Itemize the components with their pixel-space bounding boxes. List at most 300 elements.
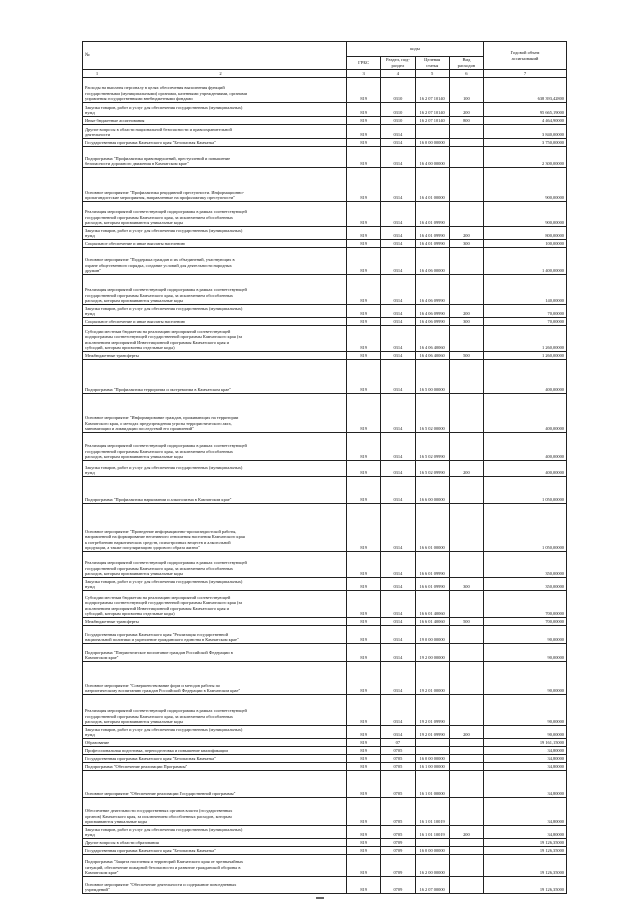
row-target-article: 16 4 01 09990 (415, 202, 449, 227)
row-annual-amount: 140,00000 (484, 275, 567, 305)
row-annual-amount: 90,00000 (484, 662, 567, 695)
row-expense-type: 200 (449, 826, 483, 839)
row-grbs: 819 (347, 877, 381, 894)
row-description: Подпрограмма "Обеспечение реализации Программы" (83, 763, 347, 771)
header-expense-type: Вид расходов (449, 57, 483, 70)
row-annual-amount: 19 126,35000 (484, 855, 567, 877)
row-annual-amount: 34,80000 (484, 798, 567, 826)
row-annual-amount: 1 400,00000 (484, 248, 567, 275)
index-3: 3 (347, 70, 381, 78)
row-razdel: 0310 (381, 103, 415, 117)
index-4: 4 (381, 70, 415, 78)
row-grbs: 819 (347, 847, 381, 855)
budget-allocation-table (82, 41, 567, 894)
row-razdel: 0314 (381, 433, 415, 461)
row-razdel: 0310 (381, 117, 415, 125)
row-expense-type: 200 (449, 227, 483, 240)
row-description: Иные бюджетные ассигнования (83, 117, 347, 125)
table-row (83, 360, 567, 394)
row-expense-type (449, 747, 483, 755)
row-annual-amount: 1 260,00000 (484, 326, 567, 352)
row-target-article: 16 2 00 00000 (415, 855, 449, 877)
row-annual-amount: 90,00000 (484, 644, 567, 662)
row-grbs: 819 (347, 117, 381, 125)
row-razdel: 0705 (381, 763, 415, 771)
row-razdel: 0314 (381, 504, 415, 552)
row-razdel: 0314 (381, 644, 415, 662)
row-razdel: 0314 (381, 168, 415, 202)
row-annual-amount: 400,00000 (484, 360, 567, 394)
table-row (83, 318, 567, 326)
row-razdel: 0314 (381, 461, 415, 477)
row-description: Реализация мероприятий соответствующей подпрограммы в рамках соответствующей государственной программы Камчатского края, за исключением обособленных расходов, которым присваиваются уникальные коды (83, 433, 347, 461)
row-razdel: 0314 (381, 394, 415, 433)
row-expense-type (449, 477, 483, 504)
table-row (83, 591, 567, 618)
row-annual-amount: 350,00000 (484, 578, 567, 591)
row-target-article: 16 1 01 10019 (415, 798, 449, 826)
table-row (83, 103, 567, 117)
row-description: Межбюджетные трансферты (83, 618, 347, 626)
row-grbs: 819 (347, 726, 381, 739)
row-annual-amount: 3 750,00000 (484, 139, 567, 147)
row-description: Государственная программа Камчатского края "Безопасная Камчатка" (83, 847, 347, 855)
row-target-article: 16 1 01 00000 (415, 771, 449, 798)
row-grbs: 819 (347, 739, 381, 747)
row-annual-amount: 1 050,00000 (484, 477, 567, 504)
row-expense-type (449, 168, 483, 202)
row-grbs: 819 (347, 240, 381, 248)
row-target-article (415, 747, 449, 755)
row-target-article: 16 4 01 00000 (415, 168, 449, 202)
table-row (83, 139, 567, 147)
row-expense-type: 200 (449, 103, 483, 117)
row-target-article: 16 4 06 09990 (415, 275, 449, 305)
row-target-article: 16 4 00 00000 (415, 147, 449, 168)
row-description: Подпрограмма "Профилактика терроризма и экстремизма в Камчатском крае" (83, 360, 347, 394)
row-expense-type (449, 644, 483, 662)
row-annual-amount: 70,00000 (484, 318, 567, 326)
row-target-article: 16 4 06 09990 (415, 318, 449, 326)
row-target-article: 19 2 01 00000 (415, 662, 449, 695)
row-razdel: 07 (381, 739, 415, 747)
row-target-article: 19 2 01 09990 (415, 726, 449, 739)
row-description: Субсидии местным бюджетам на реализацию мероприятий соответствующей подпрограммы соответствующей государственной программы Камчатского края (за исключением мероприятий Инвестиционной программы Камчатского края и субсидий, которым присвоены отдельные коды) (83, 591, 347, 618)
row-expense-type (449, 504, 483, 552)
row-target-article (415, 125, 449, 139)
row-razdel: 0314 (381, 591, 415, 618)
row-grbs: 819 (347, 504, 381, 552)
row-expense-type (449, 626, 483, 644)
row-grbs: 819 (347, 168, 381, 202)
row-razdel: 0314 (381, 147, 415, 168)
table-row (83, 826, 567, 839)
row-description: Закупка товаров, работ и услуг для обеспечения государственных (муниципальных) нужд (83, 578, 347, 591)
row-target-article: 16 0 00 00000 (415, 755, 449, 763)
row-expense-type (449, 763, 483, 771)
row-description: Социальное обеспечение и иные выплаты населению (83, 318, 347, 326)
row-razdel: 0314 (381, 305, 415, 318)
row-grbs: 819 (347, 477, 381, 504)
row-razdel: 0314 (381, 275, 415, 305)
page-footer-mark (316, 897, 324, 899)
header-row-top (83, 42, 567, 57)
row-expense-type: 300 (449, 318, 483, 326)
row-annual-amount: 19 126,35000 (484, 839, 567, 847)
table-row (83, 747, 567, 755)
row-annual-amount: 400,00000 (484, 394, 567, 433)
row-annual-amount: 90,00000 (484, 626, 567, 644)
row-expense-type (449, 798, 483, 826)
row-target-article: 16 2 07 10140 (415, 103, 449, 117)
row-description: Образование (83, 739, 347, 747)
row-annual-amount: 350,00000 (484, 552, 567, 578)
row-grbs: 819 (347, 591, 381, 618)
row-expense-type (449, 147, 483, 168)
row-grbs: 819 (347, 305, 381, 318)
row-description: Государственная программа Камчатского края "Реализация государственной национальной политики и укрепление гражданского единства в Камчатском крае" (83, 626, 347, 644)
row-annual-amount: 34,80000 (484, 763, 567, 771)
table-row (83, 662, 567, 695)
table-row (83, 771, 567, 798)
row-target-article: 16 0 00 00000 (415, 139, 449, 147)
row-description: Государственная программа Камчатского края "Безопасная Камчатка" (83, 755, 347, 763)
row-grbs: 819 (347, 202, 381, 227)
row-annual-amount: 19 126,35000 (484, 877, 567, 894)
row-razdel: 0709 (381, 847, 415, 855)
row-annual-amount: 400,00000 (484, 461, 567, 477)
row-expense-type: 500 (449, 352, 483, 360)
row-grbs: 819 (347, 552, 381, 578)
row-target-article: 16 5 02 09990 (415, 461, 449, 477)
row-annual-amount: 90,00000 (484, 695, 567, 726)
row-target-article: 16 5 00 00000 (415, 360, 449, 394)
header-codes: коды (347, 42, 484, 57)
row-razdel: 0314 (381, 726, 415, 739)
row-target-article: 19 2 01 09990 (415, 695, 449, 726)
row-annual-amount: 1 260,00000 (484, 352, 567, 360)
row-grbs: 819 (347, 103, 381, 117)
row-grbs: 819 (347, 248, 381, 275)
row-expense-type (449, 839, 483, 847)
budget-table-sheet (82, 41, 567, 894)
row-target-article: 16 5 02 09990 (415, 433, 449, 461)
table-row (83, 433, 567, 461)
row-target-article: 16 4 06 40060 (415, 326, 449, 352)
row-description: Профессиональная подготовка, переподготовка и повышение квалификации (83, 747, 347, 755)
row-annual-amount: 3 840,00000 (484, 125, 567, 139)
row-expense-type (449, 855, 483, 877)
row-description: Другие вопросы в области национальной безопасности и правоохранительной деятельности (83, 125, 347, 139)
row-grbs: 819 (347, 763, 381, 771)
row-target-article: 16 4 01 09990 (415, 227, 449, 240)
row-grbs: 819 (347, 618, 381, 626)
row-razdel: 0314 (381, 326, 415, 352)
table-row (83, 504, 567, 552)
row-description: Расходы на выплаты персоналу в целях обеспечения выполнения функций государственными (муниципальными) органами, казенными учреждениями, органами управления государственными внебюджетными фондами (83, 78, 347, 103)
table-row (83, 644, 567, 662)
table-row (83, 305, 567, 318)
row-description: Закупка товаров, работ и услуг для обеспечения государственных (муниципальных) нужд (83, 826, 347, 839)
row-razdel: 0314 (381, 477, 415, 504)
header-number: № (83, 42, 347, 70)
row-expense-type (449, 360, 483, 394)
row-expense-type (449, 275, 483, 305)
row-grbs: 819 (347, 125, 381, 139)
table-row (83, 477, 567, 504)
row-target-article: 16 6 01 00000 (415, 504, 449, 552)
row-description: Закупка товаров, работ и услуг для обеспечения государственных (муниципальных) нужд (83, 103, 347, 117)
row-grbs: 819 (347, 147, 381, 168)
row-description: Основное мероприятие "Проведение информационно-пропагандистской работы, направленной на формирование негативного отношения населения Камчатского края к потреблению наркотических средств, психотропных веществ и алкогольной продукции, а также популяризацию здорового образа жизни" (83, 504, 347, 552)
row-expense-type (449, 326, 483, 352)
row-expense-type (449, 202, 483, 227)
row-razdel: 0705 (381, 798, 415, 826)
row-grbs: 819 (347, 798, 381, 826)
row-expense-type (449, 739, 483, 747)
row-expense-type (449, 139, 483, 147)
row-description: Социальное обеспечение и иные выплаты населению (83, 240, 347, 248)
header-row-index (83, 70, 567, 78)
row-grbs: 819 (347, 227, 381, 240)
row-annual-amount: 95 665,19000 (484, 103, 567, 117)
row-grbs: 819 (347, 695, 381, 726)
row-expense-type: 100 (449, 78, 483, 103)
row-target-article: 16 4 06 09990 (415, 305, 449, 318)
index-7: 7 (484, 70, 567, 78)
table-row (83, 855, 567, 877)
row-grbs: 819 (347, 771, 381, 798)
table-row (83, 394, 567, 433)
row-expense-type (449, 877, 483, 894)
index-cell (83, 70, 347, 78)
row-description: Реализация мероприятий соответствующей подпрограммы в рамках соответствующей государственной программы Камчатского края, за исключением обособленных расходов, которым присваиваются уникальные коды (83, 552, 347, 578)
row-razdel: 0314 (381, 248, 415, 275)
table-row (83, 763, 567, 771)
row-razdel: 0314 (381, 618, 415, 626)
table-row (83, 877, 567, 894)
row-target-article: 16 1 00 00000 (415, 763, 449, 771)
table-row (83, 847, 567, 855)
row-razdel: 0314 (381, 662, 415, 695)
row-target-article: 16 6 01 09990 (415, 552, 449, 578)
row-razdel: 0314 (381, 139, 415, 147)
row-razdel: 0709 (381, 877, 415, 894)
table-row (83, 755, 567, 763)
row-razdel: 0314 (381, 318, 415, 326)
row-grbs: 819 (347, 855, 381, 877)
row-expense-type (449, 755, 483, 763)
row-description: Реализация мероприятий соответствующей подпрограммы в рамках соответствующей государственной программы Камчатского края, за исключением обособленных расходов, которым присваиваются уникальные коды (83, 202, 347, 227)
table-row (83, 839, 567, 847)
index-2: 2 (219, 70, 222, 76)
row-expense-type: 200 (449, 461, 483, 477)
row-target-article: 16 5 02 00000 (415, 394, 449, 433)
row-expense-type (449, 125, 483, 139)
row-grbs: 819 (347, 360, 381, 394)
table-row (83, 352, 567, 360)
row-description: Основное мероприятие "Поддержка граждан и их объединений, участвующих в охране общественного порядка, создание условий для деятельности народных дружин" (83, 248, 347, 275)
header-annual-volume: Годовой объем ассигнований (484, 42, 567, 70)
row-grbs: 819 (347, 352, 381, 360)
row-grbs: 819 (347, 275, 381, 305)
row-razdel: 0314 (381, 360, 415, 394)
table-row (83, 326, 567, 352)
table-row (83, 695, 567, 726)
row-description: Реализация мероприятий соответствующей подпрограммы в рамках соответствующей государственной программы Камчатского края, за исключением обособленных расходов, которым присваиваются уникальные коды (83, 275, 347, 305)
row-expense-type: 500 (449, 618, 483, 626)
row-target-article: 16 2 07 10140 (415, 78, 449, 103)
table-row (83, 626, 567, 644)
row-description: Государственная программа Камчатского края "Безопасная Камчатка" (83, 139, 347, 147)
row-annual-amount: 34,80000 (484, 755, 567, 763)
row-description: Другие вопросы в области образования (83, 839, 347, 847)
table-row (83, 78, 567, 103)
row-expense-type (449, 695, 483, 726)
table-row (83, 240, 567, 248)
row-description: Реализация мероприятий соответствующей подпрограммы в рамках соответствующей государственной программы Камчатского края, за исключением обособленных расходов, которым присваиваются уникальные коды (83, 695, 347, 726)
table-row (83, 117, 567, 125)
table-row (83, 275, 567, 305)
row-grbs: 819 (347, 394, 381, 433)
row-razdel: 0314 (381, 578, 415, 591)
index-5: 5 (415, 70, 449, 78)
index-1: 1 (95, 70, 99, 76)
row-annual-amount: 34,80000 (484, 747, 567, 755)
row-razdel: 0705 (381, 826, 415, 839)
row-razdel: 0709 (381, 839, 415, 847)
row-razdel: 0705 (381, 747, 415, 755)
row-description: Закупка товаров, работ и услуг для обеспечения государственных (муниципальных) нужд (83, 726, 347, 739)
row-annual-amount: 4 464,90000 (484, 117, 567, 125)
row-grbs: 819 (347, 578, 381, 591)
row-annual-amount: 800,00000 (484, 227, 567, 240)
row-description: Закупка товаров, работ и услуг для обеспечения государственных (муниципальных) нужд (83, 461, 347, 477)
row-description: Межбюджетные трансферты (83, 352, 347, 360)
row-expense-type (449, 662, 483, 695)
header-target-article: Целевая статья (415, 57, 449, 70)
row-annual-amount: 900,00000 (484, 168, 567, 202)
row-razdel: 0314 (381, 240, 415, 248)
row-annual-amount: 900,00000 (484, 202, 567, 227)
row-target-article: 16 6 01 40060 (415, 618, 449, 626)
row-expense-type (449, 591, 483, 618)
row-expense-type (449, 433, 483, 461)
row-description: Основное мероприятие "Обеспечение реализации Государственной программы" (83, 771, 347, 798)
row-target-article: 16 4 06 00000 (415, 248, 449, 275)
row-description: Обеспечение деятельности государственных органов власти (государственных органов) Камчатского края, за исключением обособленных расходов, которым присваиваются уникальные коды (83, 798, 347, 826)
row-annual-amount: 400,00000 (484, 433, 567, 461)
row-annual-amount: 34,80000 (484, 771, 567, 798)
index-6: 6 (449, 70, 483, 78)
row-target-article (415, 739, 449, 747)
row-description: Основное мероприятие "Профилактика рецидивной преступности. Информационно- пропагандистские мероприятия, направленные на профилактику преступности" (83, 168, 347, 202)
header-grbs: ГРБС (347, 57, 381, 70)
row-grbs: 819 (347, 326, 381, 352)
header-razdel: Раздел, под- раздел (381, 57, 415, 70)
row-razdel: 0314 (381, 125, 415, 139)
row-razdel: 0314 (381, 227, 415, 240)
row-annual-amount: 638 393,42800 (484, 78, 567, 103)
row-expense-type: 800 (449, 117, 483, 125)
row-grbs: 819 (347, 139, 381, 147)
row-annual-amount: 1 050,00000 (484, 504, 567, 552)
row-grbs: 819 (347, 662, 381, 695)
row-target-article: 16 2 07 00000 (415, 877, 449, 894)
row-target-article: 16 6 01 40060 (415, 591, 449, 618)
row-description: Подпрограмма "Патриотическое воспитание граждан Российской Федерации в Камчатском крае" (83, 644, 347, 662)
table-row (83, 552, 567, 578)
row-target-article: 16 6 01 09990 (415, 578, 449, 591)
row-razdel: 0705 (381, 771, 415, 798)
table-row (83, 578, 567, 591)
table-row (83, 618, 567, 626)
row-annual-amount: 70,00000 (484, 305, 567, 318)
row-annual-amount: 100,00000 (484, 240, 567, 248)
row-razdel: 0709 (381, 855, 415, 877)
row-expense-type (449, 552, 483, 578)
row-razdel: 0310 (381, 78, 415, 103)
row-expense-type (449, 248, 483, 275)
row-description: Основное мероприятие "Информирование граждан, проживающих на территории Камчатского края, о методах предупреждения угрозы террористического акта, минимизации и ликвидации последствий его проявлений" (83, 394, 347, 433)
row-grbs: 819 (347, 626, 381, 644)
row-description: Субсидии местным бюджетам на реализацию мероприятий соответствующей подпрограммы соответствующей государственной программы Камчатского края (за исключением мероприятий Инвестиционной программы Камчатского края и субсидий, которым присвоены отдельные коды) (83, 326, 347, 352)
row-expense-type: 200 (449, 305, 483, 318)
row-annual-amount: 19 126,35000 (484, 847, 567, 855)
row-expense-type: 200 (449, 726, 483, 739)
row-expense-type: 300 (449, 240, 483, 248)
table-row (83, 147, 567, 168)
row-description: Основное мероприятие "Совершенствование форм и методов работы по патриотическому воспитанию граждан Российской Федерации в Камчатском крае" (83, 662, 347, 695)
table-row (83, 248, 567, 275)
table-row (83, 125, 567, 139)
row-grbs: 819 (347, 826, 381, 839)
table-row (83, 168, 567, 202)
row-annual-amount: 34,80000 (484, 826, 567, 839)
row-expense-type: 300 (449, 578, 483, 591)
row-razdel: 0314 (381, 552, 415, 578)
row-razdel: 0314 (381, 695, 415, 726)
row-target-article: 16 2 07 10140 (415, 117, 449, 125)
row-grbs: 819 (347, 78, 381, 103)
row-target-article (415, 839, 449, 847)
row-target-article: 16 6 00 00000 (415, 477, 449, 504)
row-annual-amount: 700,00000 (484, 618, 567, 626)
row-target-article: 16 1 01 10019 (415, 826, 449, 839)
row-grbs: 819 (347, 644, 381, 662)
row-razdel: 0314 (381, 352, 415, 360)
row-grbs: 819 (347, 747, 381, 755)
row-annual-amount: 2 300,00000 (484, 147, 567, 168)
row-annual-amount: 700,00000 (484, 591, 567, 618)
row-description: Закупка товаров, работ и услуг для обеспечения государственных (муниципальных) нужд (83, 227, 347, 240)
row-razdel: 0705 (381, 755, 415, 763)
row-annual-amount: 19 161,15000 (484, 739, 567, 747)
row-razdel: 0314 (381, 202, 415, 227)
row-target-article: 19 0 00 00000 (415, 626, 449, 644)
table-row (83, 798, 567, 826)
row-target-article: 16 4 01 09990 (415, 240, 449, 248)
table-row (83, 461, 567, 477)
row-description: Закупка товаров, работ и услуг для обеспечения государственных (муниципальных) нужд (83, 305, 347, 318)
row-grbs: 819 (347, 461, 381, 477)
row-description: Подпрограмма "Защита населения и территорий Камчатского края от чрезвычайных ситуаций, обеспечение пожарной безопасности и развитие гражданской обороны в Камчатском крае" (83, 855, 347, 877)
row-grbs: 819 (347, 318, 381, 326)
row-description: Подпрограмма "Профилактика наркомании и алкоголизма в Камчатском крае" (83, 477, 347, 504)
table-row (83, 739, 567, 747)
row-expense-type (449, 771, 483, 798)
row-target-article: 16 0 00 00000 (415, 847, 449, 855)
